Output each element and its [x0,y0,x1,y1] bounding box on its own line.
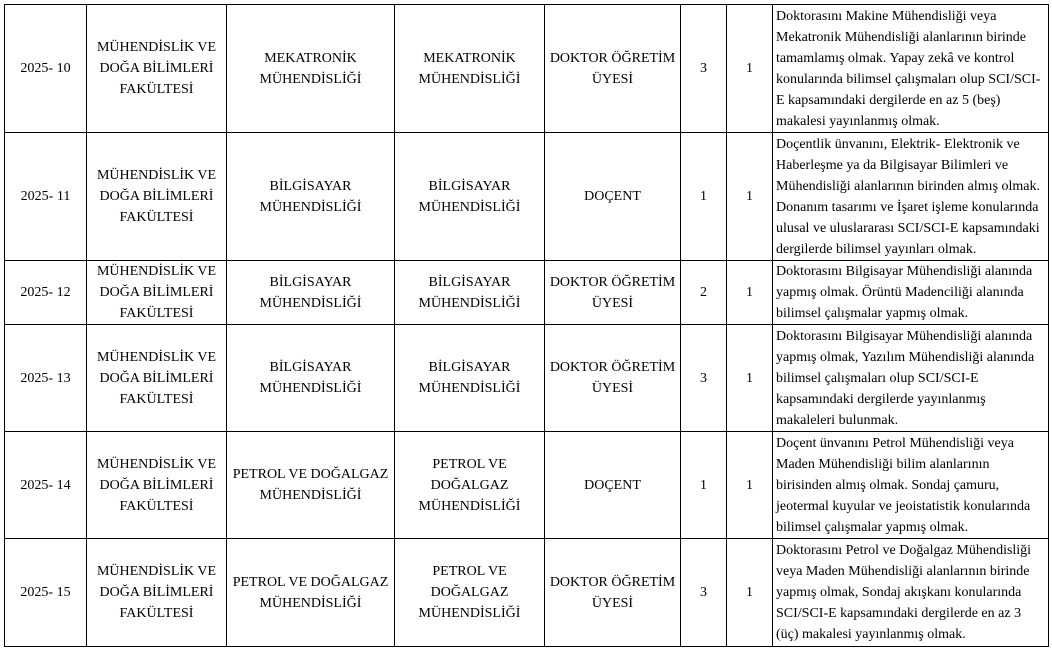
position-code: 2025- 15 [5,539,87,647]
grade-level: 2 [681,261,727,325]
faculty-name: MÜHENDİSLİK VE DOĞA BİLİMLERİ FAKÜLTESİ [87,261,227,325]
table-row [5,261,1049,325]
position-count: 1 [727,432,773,539]
grade-level: 1 [681,133,727,261]
program-name: PETROL VE DOĞALGAZ MÜHENDİSLİĞİ [395,432,545,539]
position-requirements: Doçentlik ünvanını, Elektrik- Elektronik ve Haberleşme ya da Bilgisayar Bilimleri ve Mühendisliği alanlarının birinden almış olmak. Donanım tasarımı ve İşaret işleme konularında ulusal ve uluslararası SCI/SCI-E kapsamındaki dergilerde bilimsel yayınları olmak. [773,133,1049,261]
position-count: 1 [727,261,773,325]
academic-title: DOKTOR ÖĞRETİM ÜYESİ [545,5,681,133]
position-code: 2025- 14 [5,432,87,539]
faculty-name: MÜHENDİSLİK VE DOĞA BİLİMLERİ FAKÜLTESİ [87,432,227,539]
program-name: MEKATRONİK MÜHENDİSLİĞİ [395,5,545,133]
position-announcement-table [4,4,1049,647]
table-row [5,432,1049,539]
program-name: BİLGİSAYAR MÜHENDİSLİĞİ [395,133,545,261]
department-name: PETROL VE DOĞALGAZ MÜHENDİSLİĞİ [227,539,395,647]
grade-level: 3 [681,539,727,647]
position-count: 1 [727,133,773,261]
academic-title: DOÇENT [545,133,681,261]
academic-title: DOÇENT [545,432,681,539]
grade-level: 1 [681,432,727,539]
table-row [5,325,1049,432]
program-name: BİLGİSAYAR MÜHENDİSLİĞİ [395,325,545,432]
position-requirements: Doçent ünvanını Petrol Mühendisliği veya Maden Mühendisliği bilim alanlarının birisinden almış olmak. Sondaj çamuru, jeotermal kuyular ve jeoistatistik konularında bilimsel çalışmalar yapmış olmak. [773,432,1049,539]
table-row [5,5,1049,133]
program-name: BİLGİSAYAR MÜHENDİSLİĞİ [395,261,545,325]
department-name: MEKATRONİK MÜHENDİSLİĞİ [227,5,395,133]
grade-level: 3 [681,325,727,432]
department-name: BİLGİSAYAR MÜHENDİSLİĞİ [227,261,395,325]
position-code: 2025- 12 [5,261,87,325]
table-row [5,539,1049,647]
grade-level: 3 [681,5,727,133]
position-code: 2025- 10 [5,5,87,133]
faculty-name: MÜHENDİSLİK VE DOĞA BİLİMLERİ FAKÜLTESİ [87,133,227,261]
academic-title: DOKTOR ÖĞRETİM ÜYESİ [545,539,681,647]
position-count: 1 [727,325,773,432]
position-requirements: Doktorasını Petrol ve Doğalgaz Mühendisliği veya Maden Mühendisliği alanlarının birinde yapmış olmak, Sondaj akışkanı konularında SCI/SCI-E kapsamındaki dergilerde en az 3 (üç) makalesi yayınlanmış olmak. [773,539,1049,647]
academic-title: DOKTOR ÖĞRETİM ÜYESİ [545,261,681,325]
faculty-name: MÜHENDİSLİK VE DOĞA BİLİMLERİ FAKÜLTESİ [87,325,227,432]
faculty-name: MÜHENDİSLİK VE DOĞA BİLİMLERİ FAKÜLTESİ [87,5,227,133]
academic-title: DOKTOR ÖĞRETİM ÜYESİ [545,325,681,432]
faculty-name: MÜHENDİSLİK VE DOĞA BİLİMLERİ FAKÜLTESİ [87,539,227,647]
department-name: BİLGİSAYAR MÜHENDİSLİĞİ [227,133,395,261]
position-code: 2025- 11 [5,133,87,261]
position-count: 1 [727,5,773,133]
program-name: PETROL VE DOĞALGAZ MÜHENDİSLİĞİ [395,539,545,647]
department-name: BİLGİSAYAR MÜHENDİSLİĞİ [227,325,395,432]
table-row [5,133,1049,261]
department-name: PETROL VE DOĞALGAZ MÜHENDİSLİĞİ [227,432,395,539]
position-requirements: Doktorasını Bilgisayar Mühendisliği alanında yapmış olmak. Örüntü Madenciliği alanında bilimsel çalışmalar yapmış olmak. [773,261,1049,325]
position-requirements: Doktorasını Bilgisayar Mühendisliği alanında yapmış olmak, Yazılım Mühendisliği alanında bilimsel çalışmaları olup SCI/SCI-E kapsamındaki dergilerde yayınlanmış makaleleri bulunmak. [773,325,1049,432]
position-requirements: Doktorasını Makine Mühendisliği veya Mekatronik Mühendisliği alanlarının birinde tamamlamış olmak. Yapay zekâ ve kontrol konularında bilimsel çalışmaları olup SCI/SCI-E kapsamındaki dergilerde en az 5 (beş) makalesi yayınlanmış olmak. [773,5,1049,133]
position-count: 1 [727,539,773,647]
position-code: 2025- 13 [5,325,87,432]
